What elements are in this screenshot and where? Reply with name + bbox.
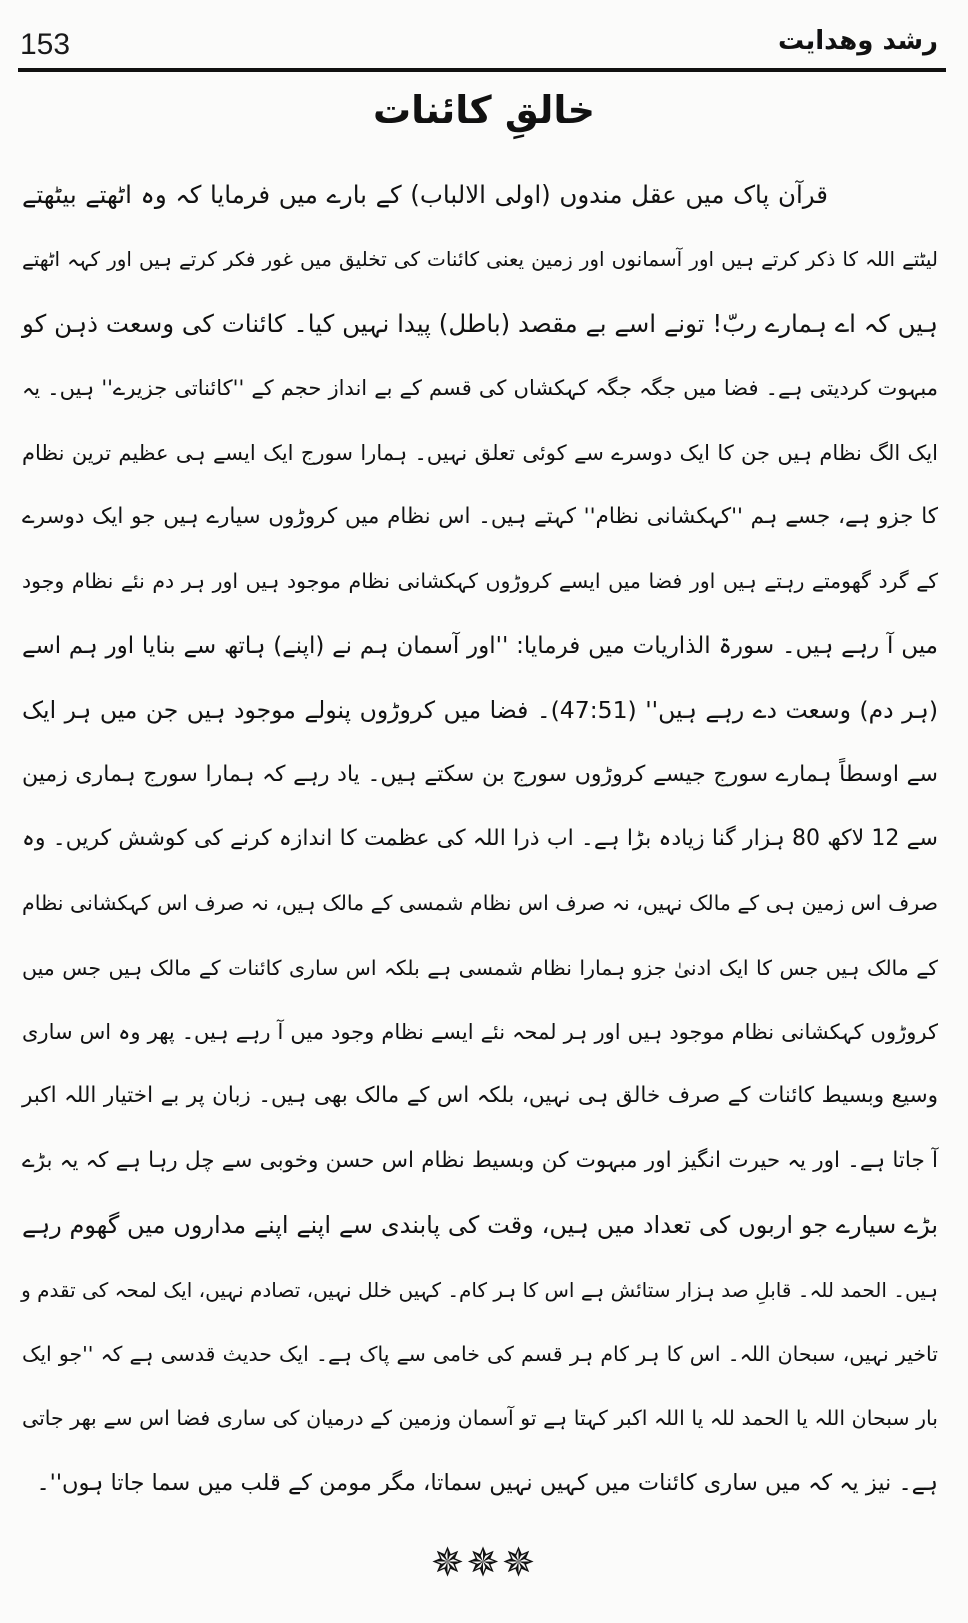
text-line: سے 12 لاکھ 80 ہزار گنا زیادہ بڑا ہے۔ اب ذرا اللہ کی عظمت کا اندازہ کرنے کی کوشش کریں۔ وہ <box>22 825 938 851</box>
text-line: لیٹتے اللہ کا ذکر کرتے ہیں اور آسمانوں اور زمین یعنی کائنات کی تخلیق میں غور فکر کرتے ہیں اور کہہ اٹھتے <box>22 247 938 272</box>
text-line: ایک الگ نظام ہیں جن کا ایک دوسرے سے کوئی تعلق نہیں۔ ہمارا سورج ایک ایسے ہی عظیم ترین نظام <box>22 440 938 465</box>
text-line: ہے۔ نیز یہ کہ میں ساری کائنات میں کہیں نہیں سماتا، مگر مومن کے قلب میں سما جاتا ہوں''۔ <box>36 1469 938 1496</box>
text-line: ہیں کہ اے ہمارے ربّ! تونے اسے بے مقصد (باطل) پیدا نہیں کیا۔ کائنات کی وسعت ذہن کو <box>22 308 938 338</box>
text-line: سے اوسطاً ہمارے سورج جیسے کروڑوں سورج بن سکتے ہیں۔ یاد رہے کہ ہمارا سورج ہماری زمین <box>22 761 938 787</box>
page-number: 153 <box>20 28 71 61</box>
text-line: کے گرد گھومتے رہتے ہیں اور فضا میں ایسے کروڑوں کہکشانی نظام موجود ہیں اور ہر دم نئے نظام وجود <box>22 569 938 594</box>
text-line: وسیع وبسیط کائنات کے صرف خالق ہی نہیں، بلکہ اس کے مالک بھی ہیں۔ زبان پر بے اختیار اللہ اکبر <box>22 1083 938 1109</box>
text-line: آ جاتا ہے۔ اور یہ حیرت انگیز اور مبہوت کن وبسیط نظام اس حسن وخوبی سے چل رہا ہے کہ یہ بڑے <box>22 1147 938 1173</box>
text-line: بار سبحان اللہ یا الحمد للہ یا اللہ اکبر کہتا ہے تو آسمان وزمین کے درمیان کی ساری فضا اس سے بھر جاتی <box>22 1406 938 1431</box>
text-line: ہیں۔ الحمد للہ۔ قابلِ صد ہزار ستائش ہے اس کا ہر کام۔ کہیں خلل نہیں، تصادم نہیں، ایک لمحہ کی تقدم و <box>21 1277 938 1302</box>
text-line: بڑے سیارے جو اربوں کی تعداد میں ہیں، وقت کی پابندی سے اپنے اپنے مداروں میں گھوم رہے <box>22 1211 938 1240</box>
header-rule <box>18 68 946 72</box>
text-line: صرف اس زمین ہی کے مالک نہیں، نہ صرف اس نظام شمسی کے مالک ہیں، نہ صرف اس کہکشانی نظام <box>22 891 938 916</box>
text-line: کا جزو ہے، جسے ہم ''کہکشانی نظام'' کہتے ہیں۔ اس نظام میں کروڑوں سیارے ہیں جو ایک دوسرے <box>22 503 938 529</box>
text-line: کروڑوں کہکشانی نظام موجود ہیں اور ہر لمحہ نئے ایسے نظام وجود میں آ رہے ہیں۔ پھر وہ اس ساری <box>22 1020 938 1045</box>
chapter-title: خالقِ کائنات <box>372 88 595 132</box>
text-line: میں آ رہے ہیں۔ سورۃ الذاریات میں فرمایا: ''اور آسمان ہم نے (اپنے) ہاتھ سے بنایا اور ہم اسے <box>22 632 938 659</box>
text-line: تاخیر نہیں، سبحان اللہ۔ اس کا ہر کام ہر قسم کی خامی سے پاک ہے۔ ایک حدیث قدسی ہے کہ ''جو ایک <box>22 1342 938 1367</box>
text-line: کے مالک ہیں جس کا ایک ادنیٰ جزو ہمارا نظام شمسی ہے بلکہ اس ساری کائنات کے مالک ہیں جس میں <box>22 955 938 980</box>
text-line: (ہر دم) وسعت دے رہے ہیں'' (47:51)۔ فضا میں کروڑوں پنولے موجود ہیں جن میں ہر ایک <box>22 696 938 725</box>
text-line: قرآن پاک میں عقل مندوں (اولی الالباب) کے بارے میں فرمایا کہ وہ اٹھتے بیٹھتے <box>22 180 828 209</box>
body-text <box>22 170 938 1522</box>
text-line: مبہوت کردیتی ہے۔ فضا میں جگہ جگہ کہکشاں کی قسم کے بے انداز حجم کے ''کائناتی جزیرے'' ہیں۔ یہ <box>22 376 938 401</box>
running-head: رشد وھدایت <box>777 26 938 56</box>
section-end-ornament: ✵✵✵ <box>430 1540 538 1586</box>
